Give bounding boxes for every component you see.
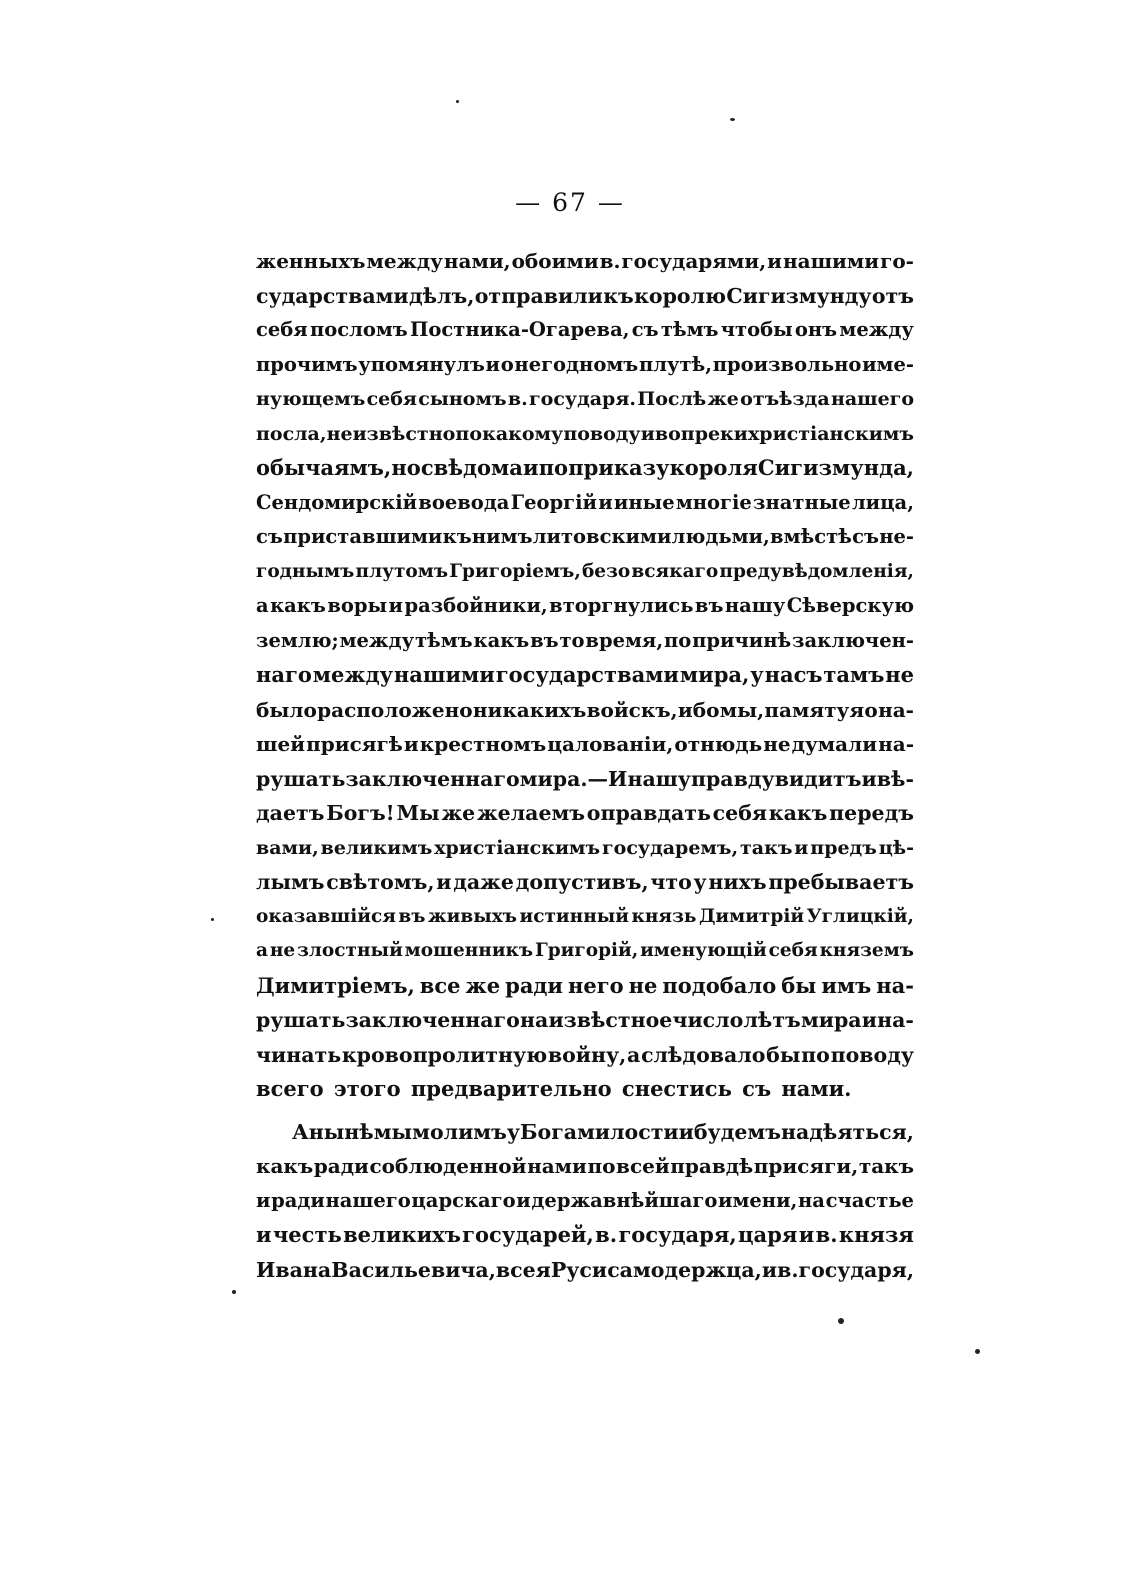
text-line: наго между нашими государствами мира, у насъ тамъ не bbox=[256, 662, 914, 687]
text-line: вами, великимъ христіанскимъ государемъ, такъ и предъ цѣ- bbox=[256, 836, 914, 859]
text-line: землю; между тѣмъ какъ въ то время, по причинѣ заключен- bbox=[256, 628, 914, 652]
text-line: оказавшійся въ живыхъ истинный князь Димитрій Углицкій, bbox=[256, 905, 914, 927]
paragraph-gap bbox=[256, 1107, 914, 1115]
text-line: А нынѣ мы молимъ у Бога милости и будемъ надѣяться, bbox=[292, 1119, 914, 1144]
text-line: даетъ Богъ! Мы же желаемъ оправдать себя какъ передъ bbox=[256, 801, 914, 825]
scan-speck bbox=[232, 1290, 236, 1294]
text-line: шей присягѣ и крестномъ цалованіи, отнюдь не думали на- bbox=[256, 732, 914, 756]
text-line: годнымъ плутомъ Григоріемъ, безо всякаго предувѣдомленія, bbox=[256, 560, 914, 582]
text-line: женныхъ между нами, обоими в. государями, и нашими го- bbox=[256, 249, 914, 273]
scan-speck bbox=[730, 118, 735, 121]
text-line: себя посломъ Постника-Огарева, съ тѣмъ чтобы онъ между bbox=[256, 318, 914, 341]
text-line: прочимъ упомянулъ и о негодномъ плутѣ, произвольно име- bbox=[256, 352, 914, 376]
text-line: и ради нашего царскаго и державнѣйшаго имени, на счастье bbox=[256, 1188, 914, 1212]
scan-speck bbox=[838, 1318, 844, 1324]
text-line: а не злостный мошенникъ Григорій, именующій себя княземъ bbox=[256, 940, 914, 961]
scan-speck bbox=[975, 1349, 980, 1354]
text-line: рушать заключеннаго на извѣстное число лѣтъ мира и на- bbox=[256, 1008, 914, 1032]
text-line: и честь великихъ государей, в. государя, царя и в. князя bbox=[256, 1222, 914, 1247]
text-line: лымъ свѣтомъ, и даже допустивъ, что у нихъ пребываетъ bbox=[256, 870, 914, 894]
text-line: Ивана Васильевича, всея Руси самодержца, и в. государя, bbox=[256, 1257, 914, 1282]
text-line: рушать заключеннаго мира.—И нашу правду видитъ и вѣ- bbox=[256, 766, 914, 791]
text-line: всего этого предварительно снестись съ нами. bbox=[256, 1076, 852, 1101]
paragraph bbox=[256, 244, 914, 1107]
page-number: — 67 — bbox=[515, 188, 625, 217]
text-line: Сендомирскій воевода Георгій и иные многіе знатные лица, bbox=[256, 490, 914, 514]
text-line: обычаямъ, но свѣдома и по приказу короля Сигизмунда, bbox=[256, 455, 914, 480]
scan-speck bbox=[211, 918, 214, 921]
text-line: съ приставшими къ нимъ литовскими людьми, вмѣстѣ съ не- bbox=[256, 525, 914, 548]
text-line: сударствами дѣлъ, отправили къ королю Сигизмунду отъ bbox=[256, 283, 914, 308]
paragraph bbox=[256, 1115, 914, 1288]
text-line: посла, неизвѣстно по какому поводу и вопреки христіанскимъ bbox=[256, 422, 914, 445]
text-line: Димитріемъ, все же ради него не подобало бы имъ на- bbox=[256, 972, 914, 998]
text-line: какъ ради соблюденной нами по всей правдѣ присяги, такъ bbox=[256, 1154, 914, 1178]
text-line: нующемъ себя сыномъ в. государя. Послѣ же отъѣзда нашего bbox=[256, 388, 914, 410]
scan-speck bbox=[456, 100, 459, 103]
text-line: чинать кровопролитную войну, а слѣдовало бы по поводу bbox=[256, 1042, 914, 1067]
text-line: а какъ воры и разбойники, вторгнулись въ нашу Сѣверскую bbox=[256, 594, 914, 617]
body-text bbox=[256, 244, 914, 1287]
text-line: было расположено никакихъ войскъ, ибо мы, памятуя о на- bbox=[256, 697, 914, 722]
